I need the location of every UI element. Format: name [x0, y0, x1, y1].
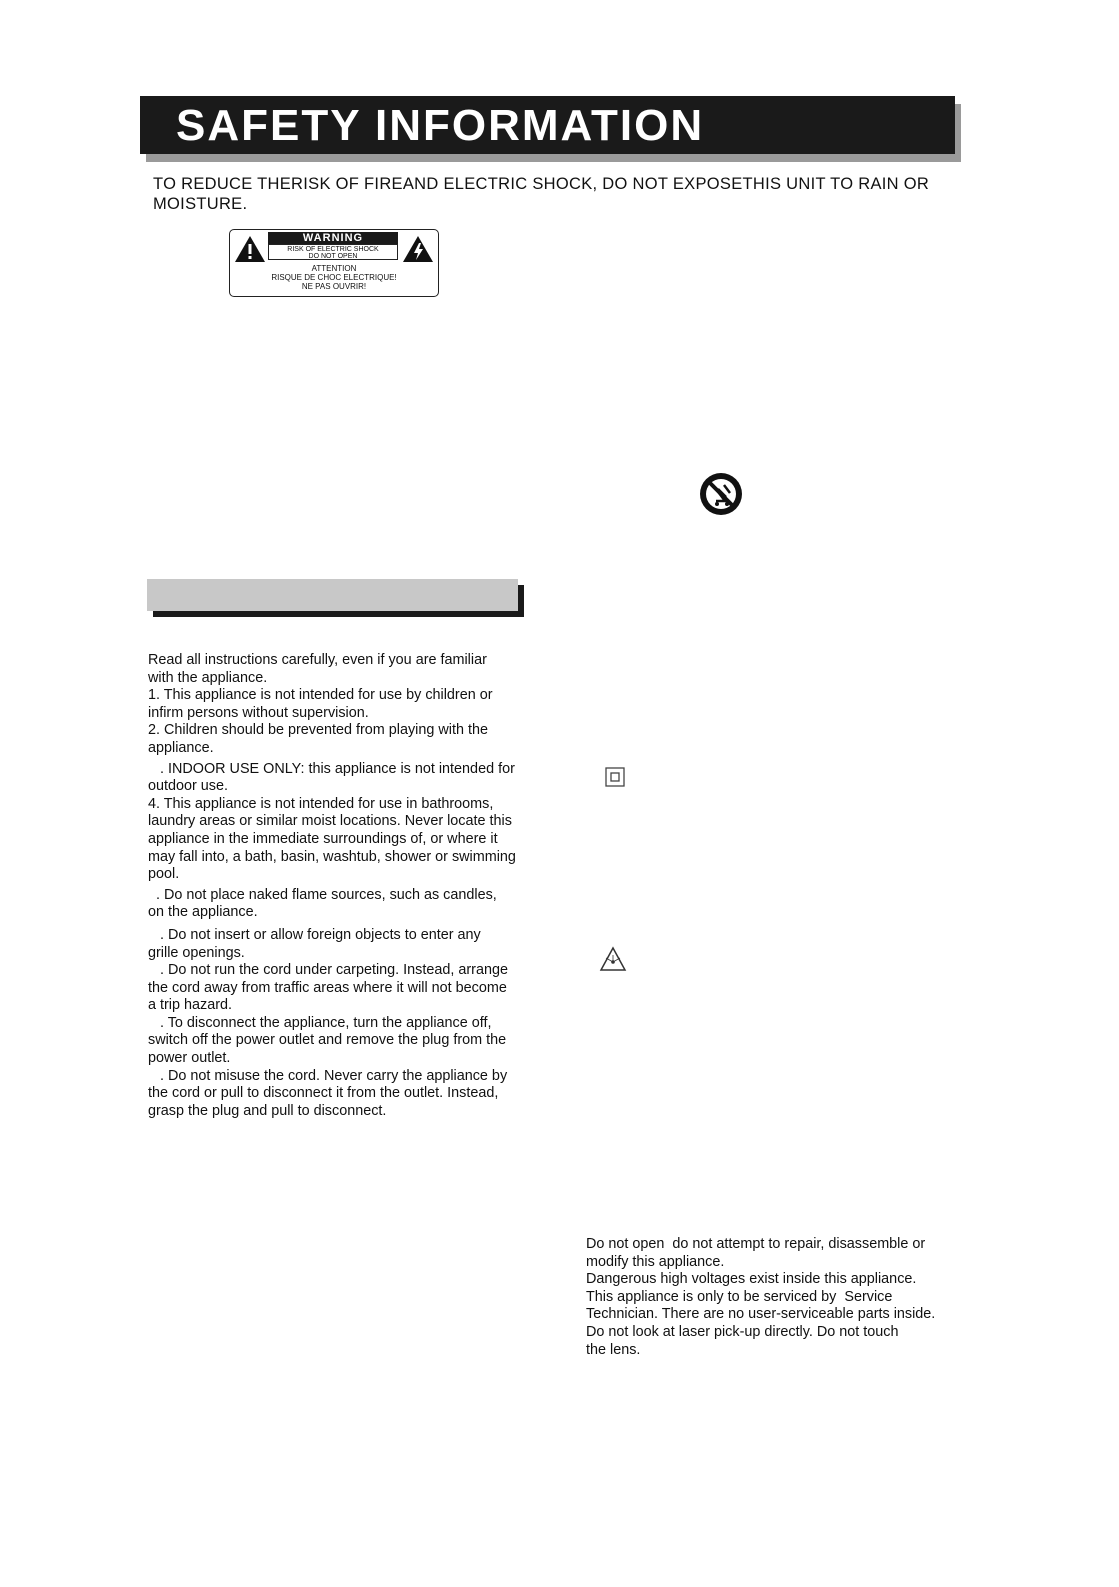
- text-line: Read all instructions carefully, even if you are familiar: [148, 652, 487, 668]
- warning-shock-box: [268, 244, 398, 260]
- lightning-triangle-icon: [234, 235, 266, 263]
- text-line: 1. This appliance is not intended for use by children or: [148, 687, 493, 704]
- instructions-list: [148, 652, 568, 1120]
- text-line: appliance.: [148, 739, 214, 756]
- cart-tip-over-icon: [698, 471, 744, 517]
- text-line: switch off the power outlet and remove the plug from the: [148, 1032, 507, 1049]
- text-line: outdoor use.: [148, 778, 229, 795]
- text-line: grasp the plug and pull to disconnect.: [148, 1102, 387, 1119]
- warning-fr-line2: RISQUE DE CHOC ELECTRIQUE!: [271, 273, 397, 282]
- text-line: . To disconnect the appliance, turn the appliance off,: [148, 1014, 492, 1031]
- text-line: a trip hazard.: [148, 997, 232, 1014]
- text-line: Do not look at laser pick-up directly. Do not touch: [586, 1323, 899, 1340]
- text-line: . Do not place naked flame sources, such as candles,: [148, 886, 497, 903]
- warning-header: WARNING: [268, 232, 398, 244]
- laser-warning-triangle-icon: [599, 946, 627, 972]
- text-line: This appliance is only to be serviced by Service: [586, 1288, 893, 1305]
- text-line: may fall into, a bath, basin, washtub, shower or swimming: [148, 848, 516, 865]
- text-line: Do not open do not attempt to repair, disassemble or: [586, 1236, 926, 1252]
- service-warnings: [586, 1236, 986, 1359]
- text-line: infirm persons without supervision.: [148, 704, 369, 721]
- warning-box-line1: RISK OF ELECTRIC SHOCK: [287, 246, 379, 253]
- text-line: power outlet.: [148, 1050, 231, 1067]
- text-line: . INDOOR USE ONLY: this appliance is not intended for: [148, 760, 515, 777]
- text-line: Dangerous high voltages exist inside this appliance.: [586, 1271, 917, 1288]
- warning-box-line2: DO NOT OPEN: [308, 253, 358, 260]
- lightning-triangle-icon: [402, 235, 434, 263]
- text-line: 2. Children should be prevented from playing with the: [148, 722, 488, 739]
- text-line: on the appliance.: [148, 904, 258, 921]
- text-line: 4. This appliance is not intended for use in bathrooms,: [148, 795, 494, 812]
- risk-notice: TO REDUCE THERISK OF FIREAND ELECTRIC SHOCK, DO NOT EXPOSETHIS UNIT TO RAIN OR MOISTURE.: [153, 175, 930, 213]
- page-title: SAFETY INFORMATION: [140, 96, 955, 154]
- text-line: with the appliance.: [148, 669, 268, 686]
- text-line: . Do not insert or allow foreign objects to enter any: [148, 926, 481, 943]
- section-header-bar: [147, 579, 518, 611]
- warning-label: [229, 229, 439, 297]
- warning-french-text: [230, 264, 438, 291]
- text-line: . Do not run the cord under carpeting. Instead, arrange: [148, 962, 508, 979]
- text-line: the cord or pull to disconnect it from the outlet. Instead,: [148, 1085, 499, 1102]
- text-line: . Do not misuse the cord. Never carry the appliance by: [148, 1067, 508, 1084]
- text-line: the cord away from traffic areas where it will not become: [148, 979, 507, 996]
- text-line: grille openings.: [148, 944, 245, 961]
- text-line: Technician. There are no user-serviceable parts inside.: [586, 1306, 936, 1323]
- text-line: laundry areas or similar moist locations. Never locate this: [148, 813, 512, 830]
- warning-fr-line3: NE PAS OUVRIR!: [301, 282, 367, 291]
- text-line: the lens.: [586, 1341, 641, 1358]
- warning-fr-line1: ATTENTION: [311, 264, 357, 273]
- text-line: appliance in the immediate surroundings of, or where it: [148, 830, 498, 847]
- text-line: pool.: [148, 866, 180, 883]
- text-line: modify this appliance.: [586, 1253, 725, 1270]
- double-square-class-ii-icon: [605, 767, 625, 787]
